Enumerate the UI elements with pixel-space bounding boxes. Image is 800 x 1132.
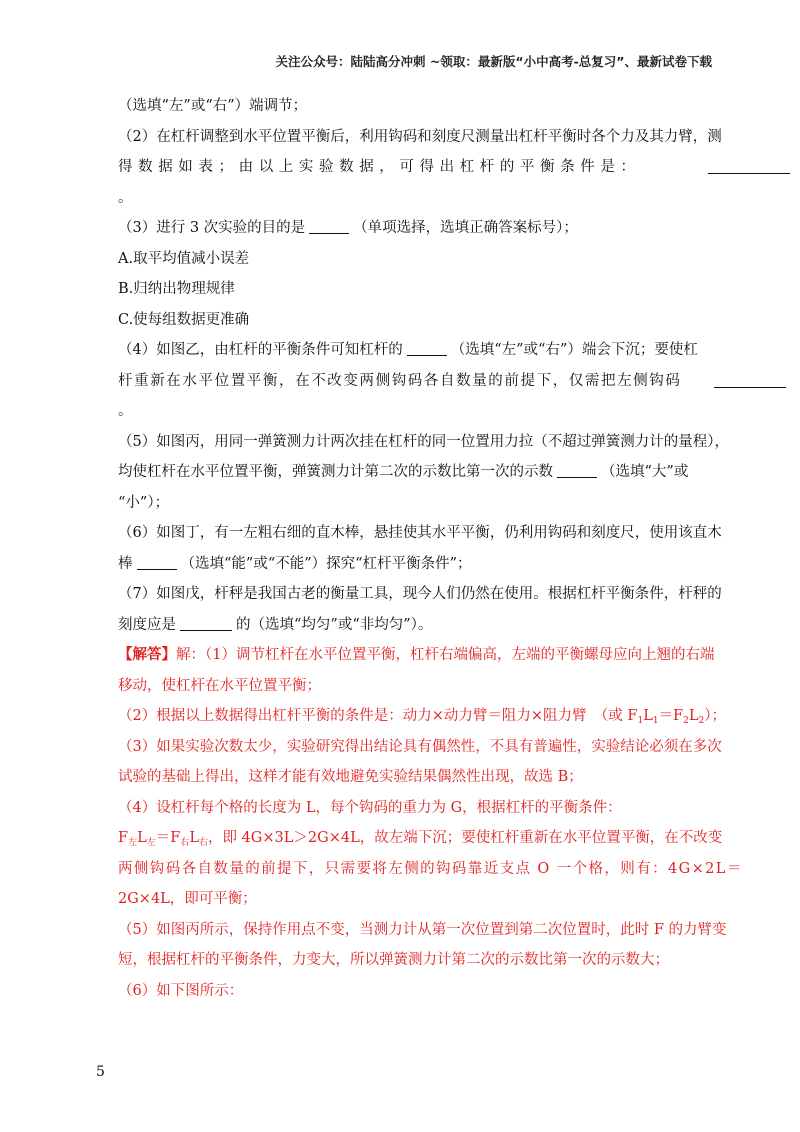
a4-rest: ，即 4G×3L＞2G×4L，故左端下沉；要使杠杆重新在水平位置平衡，在不改变 bbox=[207, 830, 723, 846]
q5-line1: （5）如图丙，用同一弹簧测力计两次挂在杠杆的同一位置用力拉（不超过弹簧测力计的量程）， bbox=[118, 433, 729, 450]
option-a: A.取平均值减小误差 bbox=[118, 250, 250, 267]
a4-sub2: 左 bbox=[146, 838, 156, 848]
a4-sub1: 左 bbox=[128, 838, 138, 848]
a2-sub4: 2 bbox=[698, 716, 705, 726]
q4-text-b: （选填“左”或“右”）端会下沉；要使杠 bbox=[450, 342, 698, 358]
q4-line1 bbox=[118, 340, 714, 360]
a2-l1: L bbox=[643, 708, 653, 724]
q4-line3: 。 bbox=[118, 403, 133, 419]
q7-text-a: 刻度应是 bbox=[118, 616, 176, 633]
a4-l1: L bbox=[137, 830, 147, 846]
answer-a3-line2: 试验的基础上得出，这样才能有效地避免实验结果偶然性出现，故选 B； bbox=[118, 769, 583, 785]
answer-blank-q6[interactable] bbox=[137, 555, 177, 570]
a2-eq: ＝F bbox=[658, 708, 684, 724]
a4-l2: L bbox=[189, 830, 199, 846]
answer-blank-q7[interactable] bbox=[180, 616, 232, 631]
a2-end: ）； bbox=[704, 708, 726, 724]
a2-l2: L bbox=[688, 708, 699, 724]
q2-text: 得数据如表；由以上实验数据，可得出杠杆的平衡条件是： bbox=[118, 159, 641, 175]
q6-text-a: 棒 bbox=[118, 555, 133, 572]
answer-blank-q4b[interactable] bbox=[714, 373, 786, 388]
answer-tag: 【解答】 bbox=[118, 646, 176, 663]
q7-line1: （7）如图戊，杆秤是我国古老的衡量工具，现今人们仍然在使用。根据杠杆平衡条件，杆秤的 bbox=[118, 586, 722, 602]
answer-a6-line1: （6）如下图所示： bbox=[118, 982, 244, 999]
option-c: C.使每组数据更准确 bbox=[118, 311, 250, 328]
answer-blank-q4a[interactable] bbox=[407, 341, 447, 356]
answer-a5-line1: （5）如图丙所示，保持作用点不变，当测力计从第一次位置到第二次位置时，此时 F 的力臂变 bbox=[118, 921, 727, 938]
q2-line3: 。 bbox=[118, 189, 133, 206]
q2-line2 bbox=[118, 157, 714, 177]
q7-text-b: 的（选填“均匀”或“非均匀”）。 bbox=[236, 616, 433, 633]
q5-text-a: 均使杠杆在水平位置平衡，弹簧测力计第二次的示数比第一次的示数 bbox=[118, 464, 553, 480]
page-header: 关注公众号：陆陆高分冲刺 ~领取：最新版“小中高考-总复习”、最新试卷下载 bbox=[275, 54, 712, 69]
a4-f2: ＝F bbox=[155, 830, 181, 846]
q4-text-c: 杆重新在水平位置平衡，在不改变两侧钩码各自数量的前提下，仅需把左侧钩码 bbox=[118, 372, 682, 389]
answer-blank-q2[interactable] bbox=[708, 159, 790, 174]
q1-tail: （选填“左”或“右”）端调节； bbox=[118, 98, 308, 114]
q2-line1: （2）在杠杆调整到水平位置平衡后，利用钩码和刻度尺测量出杠杆平衡时各个力及其力臂，测 bbox=[118, 128, 722, 145]
q6-line2 bbox=[118, 554, 714, 574]
answer-blank-q5[interactable] bbox=[557, 463, 597, 478]
q5-text-b: （选填“大”或 bbox=[601, 464, 689, 480]
answer-a5-line2: 短，根据杠杆的平衡条件，力变大，所以弹簧测力计第二次的示数比第一次的示数大； bbox=[118, 952, 669, 968]
q3-text-b: （单项选择，选填正确答案标号）； bbox=[353, 220, 578, 236]
answer-a4-line2 bbox=[118, 828, 723, 848]
a4-f1: F bbox=[118, 830, 129, 846]
answer-line1 bbox=[118, 645, 714, 665]
answer-a3-line1: （3）如果实验次数太少，实验研究得出结论具有偶然性，不具有普遍性，实验结论必须在多次 bbox=[118, 738, 722, 755]
a4-sub4: 右 bbox=[198, 838, 208, 848]
answer-a4-line3 bbox=[118, 859, 743, 879]
answer-a2 bbox=[118, 706, 726, 726]
answer-a4-line4: 2G×4L，即可平衡； bbox=[118, 891, 257, 907]
q4-line2 bbox=[118, 371, 714, 391]
option-b: B.归纳出物理规律 bbox=[118, 281, 235, 297]
a2-sub1: 1 bbox=[637, 716, 644, 726]
q5-line2 bbox=[118, 462, 714, 482]
q3-line bbox=[118, 218, 714, 238]
page-number: 5 bbox=[96, 1064, 105, 1080]
q5-line3: “小”）； bbox=[118, 494, 170, 511]
q7-line2 bbox=[118, 615, 714, 635]
answer-a4-line1: （4）设杠杆每个格的长度为 L，每个钩码的重力为 G，根据杠杆的平衡条件： bbox=[118, 799, 622, 816]
a4-line3-text: 两侧钩码各自数量的前提下，只需要将左侧的钩码靠近支点 O 一个格，则有：4G×2L＝ bbox=[118, 860, 743, 877]
answer-line2: 移动，使杠杆在水平位置平衡； bbox=[118, 677, 321, 694]
a2-text: （2）根据以上数据得出杠杆平衡的条件是：动力×动力臂＝阻力×阻力臂 （或 F bbox=[118, 708, 638, 724]
q6-line1: （6）如图丁，有一左粗右细的直木棒，悬挂使其水平平衡，仍利用钩码和刻度尺，使用该直木 bbox=[118, 525, 722, 541]
q4-text-a: （4）如图乙，由杠杆的平衡条件可知杠杆的 bbox=[118, 342, 403, 358]
answer-a1-text: 解：（1）调节杠杆在水平位置平衡，杠杆右端偏高，左端的平衡螺母应向上翘的右端 bbox=[176, 647, 715, 663]
a2-sub3: 2 bbox=[683, 716, 689, 726]
page-content bbox=[118, 96, 743, 1001]
q3-text-a: （3）进行 3 次实验的目的是 bbox=[118, 220, 306, 236]
answer-blank-q3[interactable] bbox=[309, 219, 349, 234]
q6-text-b: （选填“能”或“不能”）探究“杠杆平衡条件”； bbox=[180, 555, 472, 572]
a4-sub3: 右 bbox=[180, 838, 190, 848]
a2-sub2: 1 bbox=[652, 716, 659, 726]
